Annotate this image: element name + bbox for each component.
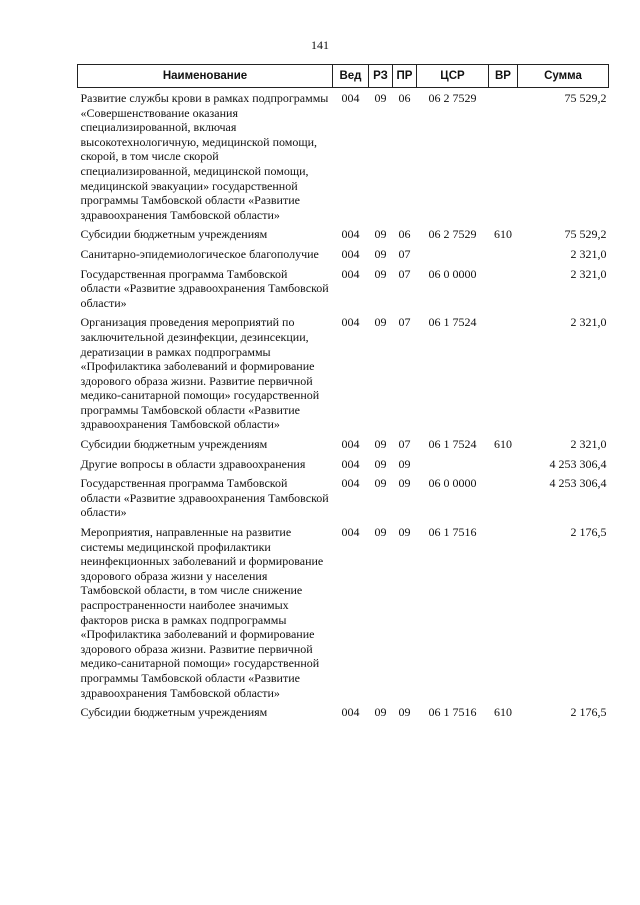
row-ved: 004 xyxy=(341,315,360,330)
row-csr: 06 1 7524 xyxy=(428,315,477,330)
row-sum: 4 253 306,4 xyxy=(549,456,607,471)
row-pr: 07 xyxy=(398,246,411,261)
row-ved: 004 xyxy=(341,476,360,491)
table-row xyxy=(78,262,609,311)
page-number: 141 xyxy=(311,38,329,52)
row-name: Субсидии бюджетным учреждениям xyxy=(80,705,268,720)
row-csr xyxy=(417,242,489,262)
row-ved: 004 xyxy=(341,91,360,105)
budget-table xyxy=(77,64,609,720)
row-csr: 06 2 7529 xyxy=(428,91,477,105)
row-csr: 06 0 0000 xyxy=(428,476,477,491)
row-pr: 07 xyxy=(398,437,411,452)
header-csr: ЦСР xyxy=(417,65,489,88)
row-csr: 06 2 7529 xyxy=(428,227,477,242)
row-vr xyxy=(489,471,518,520)
row-pr: 09 xyxy=(398,705,411,720)
header-ved: Вед xyxy=(333,65,369,88)
row-rz: 09 xyxy=(374,456,387,471)
table-row xyxy=(78,222,609,242)
row-sum: 2 321,0 xyxy=(570,437,607,452)
row-csr: 06 1 7516 xyxy=(428,525,477,540)
row-pr: 07 xyxy=(398,266,411,281)
header-name: Наименование xyxy=(78,65,333,88)
row-sum: 2 176,5 xyxy=(570,705,607,720)
row-sum: 2 321,0 xyxy=(570,315,607,330)
row-rz: 09 xyxy=(374,246,387,261)
table-row xyxy=(78,88,609,223)
row-vr: 610 xyxy=(494,227,512,242)
row-rz: 09 xyxy=(374,266,387,281)
row-vr: 610 xyxy=(494,705,512,720)
row-rz: 09 xyxy=(374,315,387,330)
row-name: Государственная программа Тамбовской области «Развитие здравоохранения Тамбовской области» xyxy=(80,266,329,310)
row-vr xyxy=(489,262,518,311)
row-name: Организация проведения мероприятий по заключительной дезинфекции, дезинсекции, дератизации в рамках подпрограммы «Профилактика заболеваний и формирование здорового образа жизни. Развитие первичной медико-санитарной помощи» государственной программы Тамбовской области «Развитие здравоохранения Тамбовской области» xyxy=(80,315,320,432)
row-rz: 09 xyxy=(374,476,387,491)
header-pr: ПР xyxy=(393,65,417,88)
row-sum: 2 176,5 xyxy=(570,525,607,540)
row-sum: 75 529,2 xyxy=(564,227,607,242)
header-vr: ВР xyxy=(489,65,518,88)
table-row xyxy=(78,310,609,432)
row-rz: 09 xyxy=(374,705,387,720)
row-ved: 004 xyxy=(341,227,360,242)
row-vr xyxy=(489,452,518,472)
row-pr: 09 xyxy=(398,525,411,540)
row-name: Санитарно-эпидемиологическое благополучие xyxy=(80,246,319,261)
row-pr: 06 xyxy=(398,91,411,105)
table-row xyxy=(78,452,609,472)
table-row xyxy=(78,520,609,700)
row-name: Развитие службы крови в рамках подпрограммы «Совершенствование оказания специализированной, включая высокотехнологичную, медицинской помощи, скорой, в том числе скорой специализированной, медицинской помощи, медицинской эвакуации» государственной программы Тамбовской области «Развитие здравоохранения Тамбовской области» xyxy=(80,91,329,222)
table-row xyxy=(78,471,609,520)
row-name: Мероприятия, направленные на развитие системы медицинской профилактики неинфекционных заболеваний и формирование здорового образа жизни у населения Тамбовской области, в том числе снижение распространенности наиболее значимых факторов риска в рамках подпрограммы «Профилактика заболеваний и формирование здорового образа жизни. Развитие первичной медико-санитарной помощи» государственной программы Тамбовской области «Развитие здравоохранения Тамбовской области» xyxy=(80,525,324,700)
row-vr xyxy=(489,310,518,432)
row-name: Государственная программа Тамбовской области «Развитие здравоохранения Тамбовской области» xyxy=(80,476,329,520)
row-pr: 06 xyxy=(398,227,411,242)
row-sum: 4 253 306,4 xyxy=(549,476,607,491)
row-rz: 09 xyxy=(374,437,387,452)
row-sum: 2 321,0 xyxy=(570,246,607,261)
row-csr: 06 1 7516 xyxy=(428,705,477,720)
row-ved: 004 xyxy=(341,525,360,540)
row-csr: 06 1 7524 xyxy=(428,437,477,452)
row-name: Субсидии бюджетным учреждениям xyxy=(80,227,268,242)
row-pr: 09 xyxy=(398,456,411,471)
row-vr xyxy=(489,242,518,262)
row-sum: 75 529,2 xyxy=(564,91,607,105)
row-pr: 07 xyxy=(398,315,411,330)
row-name: Субсидии бюджетным учреждениям xyxy=(80,437,268,452)
header-rz: РЗ xyxy=(369,65,393,88)
row-pr: 09 xyxy=(398,476,411,491)
row-name: Другие вопросы в области здравоохранения xyxy=(80,456,306,471)
header-sum: Сумма xyxy=(518,65,609,88)
row-ved: 004 xyxy=(341,456,360,471)
row-rz: 09 xyxy=(374,227,387,242)
row-rz: 09 xyxy=(374,91,387,105)
row-sum: 2 321,0 xyxy=(570,266,607,281)
row-csr: 06 0 0000 xyxy=(428,266,477,281)
row-rz: 09 xyxy=(374,525,387,540)
table-row xyxy=(78,700,609,720)
table-row xyxy=(78,432,609,452)
table-header-row xyxy=(78,65,609,88)
row-csr xyxy=(417,452,489,472)
row-vr xyxy=(489,88,518,223)
row-ved: 004 xyxy=(341,266,360,281)
row-vr xyxy=(489,520,518,700)
table-row xyxy=(78,242,609,262)
row-ved: 004 xyxy=(341,437,360,452)
row-ved: 004 xyxy=(341,246,360,261)
row-vr: 610 xyxy=(494,437,512,452)
row-ved: 004 xyxy=(341,705,360,720)
